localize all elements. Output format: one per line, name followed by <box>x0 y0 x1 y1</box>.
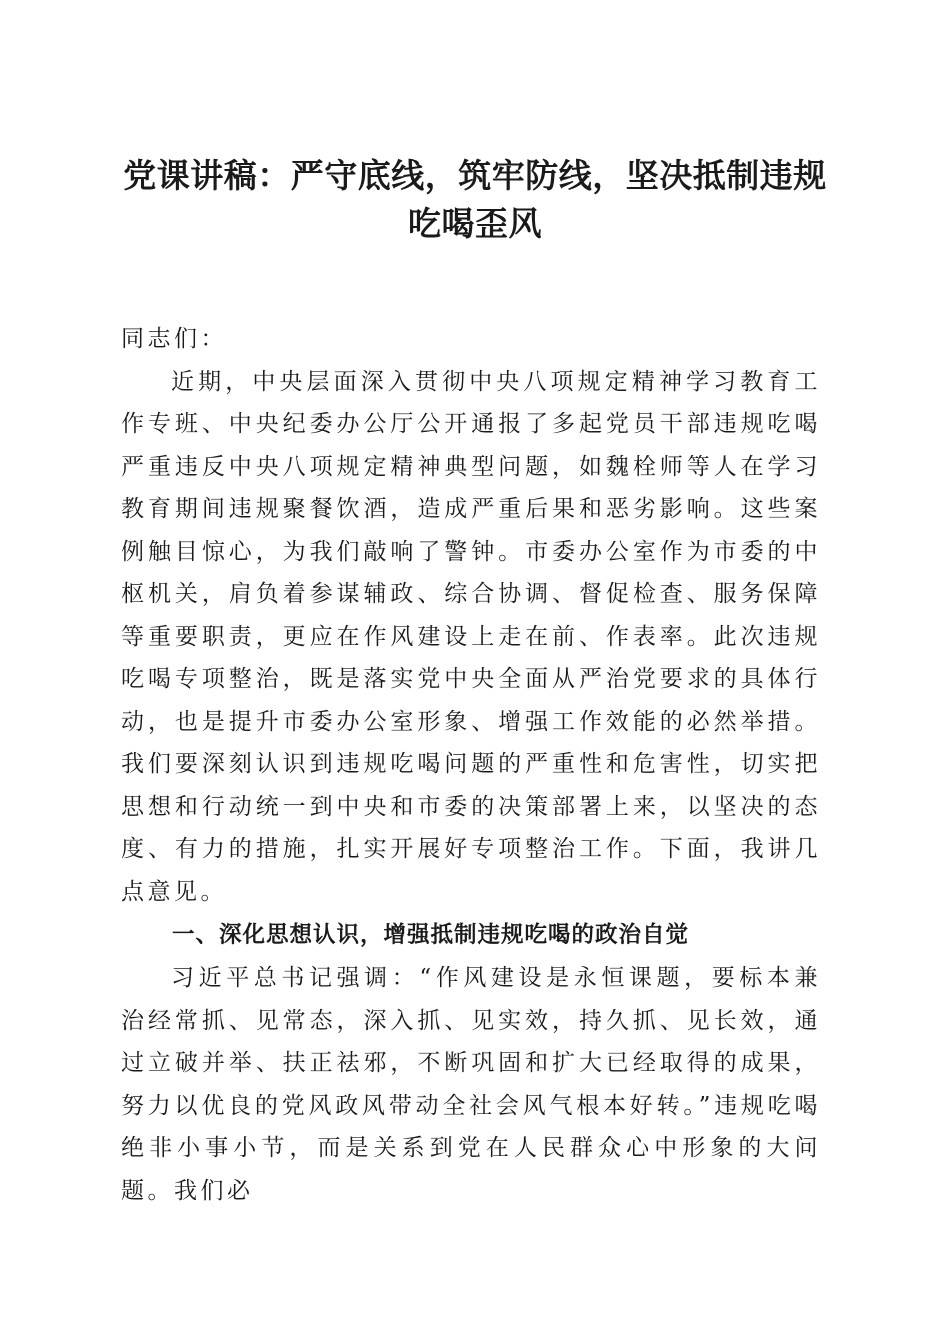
salutation: 同志们： <box>121 326 227 352</box>
document-title: 党课讲稿：严守底线，筑牢防线，坚决抵制违规吃喝歪风 <box>123 156 827 243</box>
section-heading: 一、深化思想认识，增强抵制违规吃喝的政治自觉 <box>172 922 690 948</box>
document-body <box>121 318 821 1212</box>
body-paragraph: 近期，中央层面深入贯彻中央八项规定精神学习教育工作专班、中央纪委办公厅公开通报了多起党员干部违规吃喝严重违反中央八项规定精神典型问题，如魏栓师等人在学习教育期间违规聚餐饮酒，造成严重后果和恶劣影响。这些案例触目惊心，为我们敲响了警钟。市委办公室作为市委的中枢机关，肩负着参谋辅政、综合协调、督促检查、服务保障等重要职责，更应在作风建设上走在前、作表率。此次违规吃喝专项整治，既是落实党中央全面从严治党要求的具体行动，也是提升市委办公室形象、增强工作效能的必然举措。我们要深刻认识到违规吃喝问题的严重性和危害性，切实把思想和行动统一到中央和市委的决策部署上来，以坚决的态度、有力的措施，扎实开展好专项整治工作。下面，我讲几点意见。 <box>121 368 821 905</box>
section-paragraph: 习近平总书记强调：“作风建设是永恒课题，要标本兼治经常抓、见常态，深入抓、见实效，持久抓、见长效，通过立破并举、扶正祛邪，不断巩固和扩大已经取得的成果，努力以优良的党风政风带动全社会风气根本好转。”违规吃喝绝非小事小节，而是关系到党在人民群众心中形象的大问题。我们必 <box>121 965 821 1204</box>
